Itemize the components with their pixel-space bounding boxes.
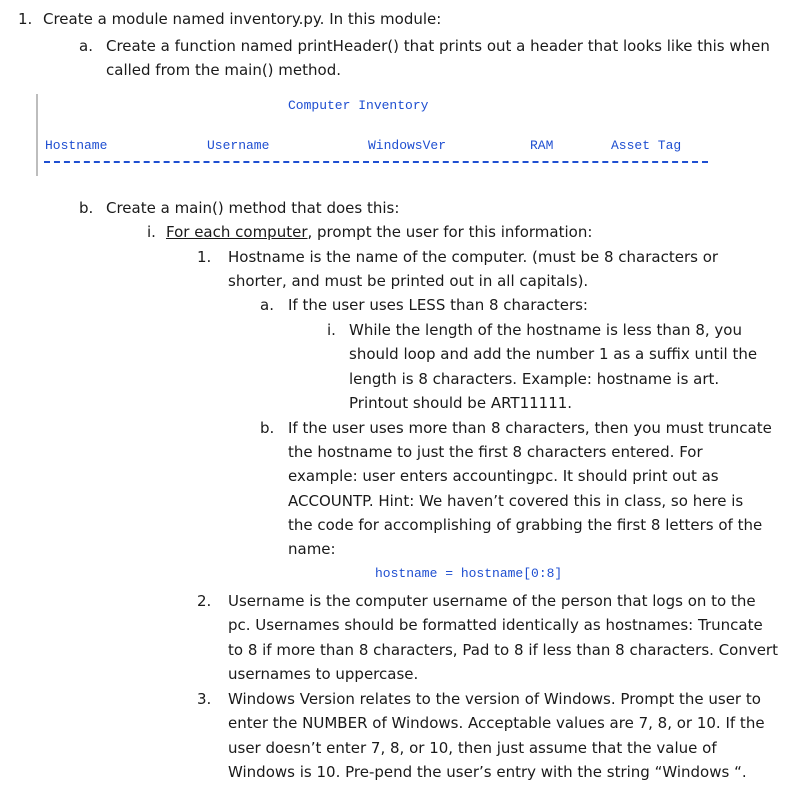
item-text: user doesn’t enter 7, 8, or 10, then just assume that the value of <box>228 739 717 757</box>
item-letter: a. <box>260 296 274 314</box>
item-text: shorter, and must be printed out in all capitals). <box>228 272 589 290</box>
item-text: Printout should be ART11111. <box>349 394 573 412</box>
item-text: enter the NUMBER of Windows. Acceptable values are 7, 8, or 10. If the <box>228 714 765 732</box>
item-roman: i. <box>147 223 156 241</box>
item-text: While the length of the hostname is less than 8, you <box>349 321 742 339</box>
item-number: 1. <box>18 10 33 28</box>
item-number: 2. <box>197 592 212 610</box>
item-text: Windows Version relates to the version of Windows. Prompt the user to <box>228 690 761 708</box>
item-text: pc. Usernames should be formatted identically as hostnames: Truncate <box>228 616 763 634</box>
item-text: Windows is 10. Pre-pend the user’s entry with the string “Windows “. <box>228 763 747 781</box>
item-text: Create a module named inventory.py. In this module: <box>43 10 442 28</box>
item-text: If the user uses LESS than 8 characters: <box>288 296 588 314</box>
item-text: example: user enters accountingpc. It should print out as <box>288 467 719 485</box>
header-column: Asset Tag <box>611 138 682 153</box>
item-letter: b. <box>260 419 275 437</box>
item-text: length is 8 characters. Example: hostname is art. <box>349 370 720 388</box>
header-column: WindowsVer <box>368 138 447 153</box>
item-roman: i. <box>327 321 336 339</box>
header-column: RAM <box>530 138 554 153</box>
item-text: to 8 if more than 8 characters, Pad to 8 if less than 8 characters. Convert <box>228 641 778 659</box>
code-snippet: hostname = hostname[0:8] <box>375 566 563 581</box>
item-text: the hostname to just the first 8 characters entered. For <box>288 443 703 461</box>
item-text: the code for accomplishing of grabbing the first 8 letters of the <box>288 516 763 534</box>
item-letter: a. <box>79 37 93 55</box>
item-text: Create a function named printHeader() that prints out a header that looks like this when <box>106 37 770 55</box>
header-title: Computer Inventory <box>288 98 429 113</box>
header-separator <box>44 161 708 163</box>
item-text: name: <box>288 540 336 558</box>
item-text: usernames to uppercase. <box>228 665 419 683</box>
item-text: ACCOUNTP. Hint: We haven’t covered this in class, so here is <box>288 492 744 510</box>
item-text: called from the main() method. <box>106 61 341 79</box>
item-number: 1. <box>197 248 212 266</box>
underlined-text: For each computer <box>166 223 308 241</box>
item-letter: b. <box>79 199 94 217</box>
item-text: Create a main() method that does this: <box>106 199 400 217</box>
header-column: Hostname <box>45 138 108 153</box>
item-text <box>166 221 592 243</box>
item-text: If the user uses more than 8 characters, then you must truncate <box>288 419 772 437</box>
item-text: should loop and add the number 1 as a suffix until the <box>349 345 758 363</box>
item-text: Username is the computer username of the person that logs on to the <box>228 592 756 610</box>
item-text-rest: , prompt the user for this information: <box>307 223 593 241</box>
item-text: Hostname is the name of the computer. (must be 8 characters or <box>228 248 719 266</box>
item-number: 3. <box>197 690 212 708</box>
header-column: Username <box>207 138 270 153</box>
